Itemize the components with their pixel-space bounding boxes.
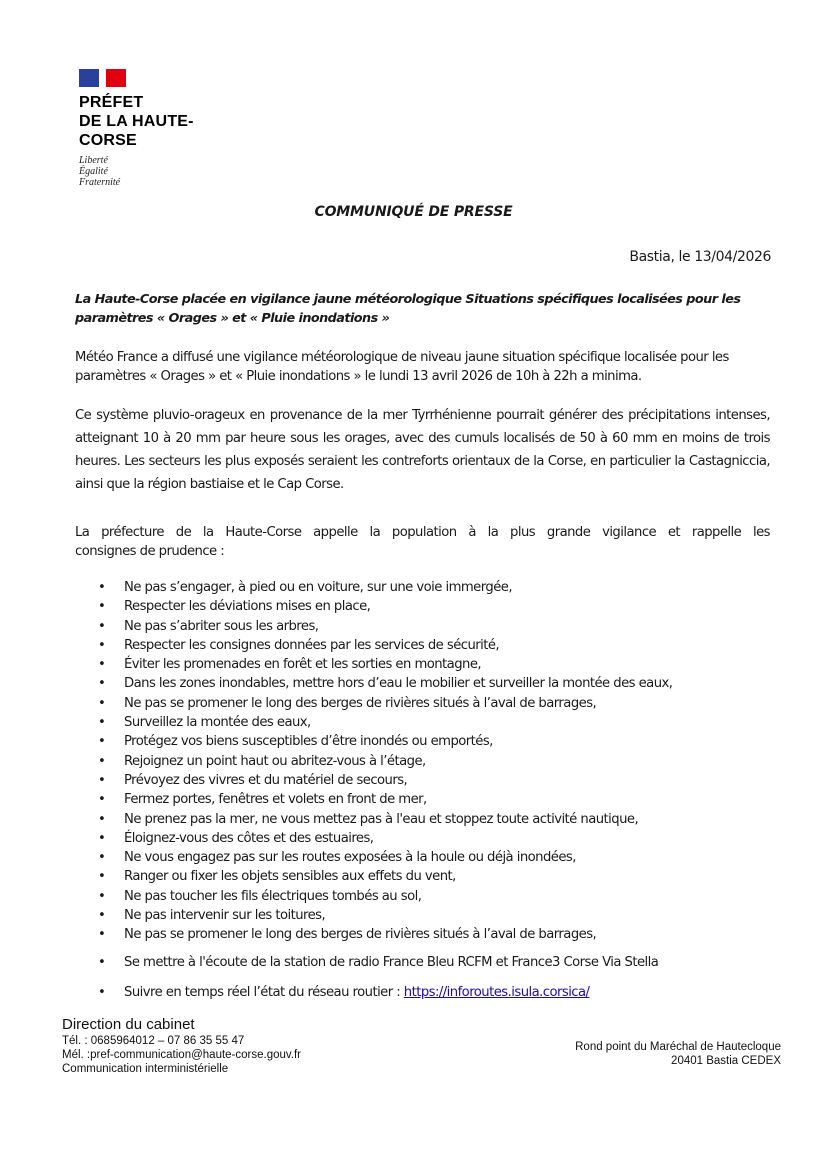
list-item-text: Prévoyez des vivres et du matériel de secours, (124, 772, 408, 788)
paragraph-forecast: Ce système pluvio-orageux en provenance de la mer Tyrrhénienne pourrait générer des précipitations intenses, atteignant 10 à 20 mm par heure sous les orages, avec des cumuls localisés de 50 à 60 mm en moins de trois heures. Les secteurs les plus exposés seraient les contreforts orientaux de la Corse, en particulier la Castagniccia, ainsi que la région bastiaise et le Cap Corse. (75, 408, 770, 492)
safety-instructions-list (98, 578, 672, 945)
list-item-text: Rejoignez un point haut ou abritez-vous à l’étage, (124, 753, 426, 769)
motto-line: Fraternité (79, 177, 121, 188)
address-line: 20401 Bastia CEDEX (671, 1055, 781, 1067)
list-item (98, 617, 672, 636)
list-item (98, 694, 672, 713)
institution-line: PRÉFET (79, 94, 144, 111)
list-item (98, 655, 672, 674)
list-item (98, 887, 672, 906)
bullet-icon: • (98, 850, 106, 866)
prefecture-logo (79, 69, 194, 188)
list-item-text: Ne pas s’abriter sous les arbres, (124, 618, 319, 634)
bullet-icon: • (98, 657, 106, 673)
paragraph-vigilance: Météo France a diffusé une vigilance météorologique de niveau jaune situation spécifique localisée pour les paramètres « Orages » et « Pluie inondations » le lundi 13 avril 2026 de 10h à 22h a minima. (75, 350, 729, 384)
footer-email: Mél. :pref-communication@haute-corse.gouv.fr (62, 1049, 302, 1061)
list-item (98, 906, 672, 925)
bullet-icon: • (98, 955, 106, 970)
list-item-text: Respecter les consignes données par les services de sécurité, (124, 637, 500, 653)
list-item-text: Éloignez-vous des côtes et des estuaires, (124, 830, 374, 846)
bullet-icon: • (98, 985, 106, 1000)
institution-line: DE LA HAUTE- (79, 113, 194, 130)
bullet-icon: • (98, 618, 106, 634)
list-item (98, 636, 672, 655)
bullet-icon: • (98, 637, 106, 653)
list-item-text: Ne pas se promener le long des berges de rivières situés à l’aval de barrages, (124, 927, 597, 943)
bullet-icon: • (98, 927, 106, 943)
bullet-icon: • (98, 869, 106, 885)
list-item (98, 752, 672, 771)
date-line: Bastia, le 13/04/2026 (629, 249, 771, 265)
bullet-icon: • (98, 695, 106, 711)
footer-direction: Direction du cabinet (62, 1016, 195, 1033)
list-item (98, 925, 672, 944)
list-item-text: Ranger ou fixer les objets sensibles aux effets du vent, (124, 869, 456, 885)
list-item (98, 732, 672, 751)
bullet-icon: • (98, 772, 106, 788)
list-item (98, 578, 672, 597)
document-title: COMMUNIQUÉ DE PRESSE (314, 204, 513, 220)
list-item-text: Ne pas intervenir sur les toitures, (124, 908, 326, 924)
list-item (98, 867, 672, 886)
inforoutes-link[interactable]: https://inforoutes.isula.corsica/ (403, 985, 590, 1000)
list-item-text: Respecter les déviations mises en place, (124, 599, 371, 615)
bullet-icon: • (98, 734, 106, 750)
list-item-text: Protégez vos biens susceptibles d’être inondés ou emportés, (124, 734, 493, 750)
list-item-text: Ne vous engagez pas sur les routes exposées à la houle ou déjà inondées, (124, 850, 576, 866)
list-item (98, 810, 672, 829)
list-item-radio (98, 955, 658, 970)
bullet-icon: • (98, 792, 106, 808)
list-item-text: Éviter les promenades en forêt et les sorties en montagne, (124, 657, 482, 673)
bullet-icon: • (98, 811, 106, 827)
paragraph-appeal (75, 523, 770, 561)
footer-phone: Tél. : 0685964012 – 07 86 35 55 47 (62, 1035, 245, 1047)
institution-name (79, 93, 194, 150)
list-item-text: Surveillez la montée des eaux, (124, 715, 311, 731)
motto-line: Liberté (79, 155, 108, 166)
bullet-icon: • (98, 908, 106, 924)
radio-text: Se mettre à l'écoute de la station de radio France Bleu RCFM et France3 Corse Via Stella (124, 955, 659, 970)
list-item (98, 771, 672, 790)
footer-service: Communication interministérielle (62, 1063, 229, 1075)
footer-address (575, 1040, 781, 1068)
institution-line: CORSE (79, 132, 137, 149)
bullet-icon: • (98, 888, 106, 904)
bullet-icon: • (98, 830, 106, 846)
list-item-text: Ne prenez pas la mer, ne vous mettez pas à l'eau et stoppez toute activité nautique, (124, 811, 639, 827)
roads-text: Suivre en temps réel l’état du réseau routier : (124, 985, 404, 1000)
list-item (98, 790, 672, 809)
motto-line: Égalité (79, 166, 108, 177)
list-item (98, 597, 672, 616)
list-item-text: Fermez portes, fenêtres et volets en front de mer, (124, 792, 427, 808)
list-item-text: Ne pas s’engager, à pied ou en voiture, sur une voie immergée, (124, 580, 512, 595)
bullet-icon: • (98, 580, 106, 595)
bullet-icon: • (98, 715, 106, 731)
list-item (98, 829, 672, 848)
bullet-icon: • (98, 599, 106, 615)
appeal-line: consignes de prudence : (75, 544, 225, 559)
address-line: Rond point du Maréchal de Hautecloque (575, 1041, 781, 1053)
marianne-flag-icon (79, 69, 126, 87)
bullet-icon: • (98, 753, 106, 769)
list-item-roads (98, 985, 589, 1000)
list-item-text: Dans les zones inondables, mettre hors d’eau le mobilier et surveiller la montée des eaux, (124, 676, 673, 692)
list-item-text: Ne pas toucher les fils électriques tombés au sol, (124, 888, 422, 904)
list-item (98, 848, 672, 867)
bullet-icon: • (98, 676, 106, 692)
subject-heading: La Haute-Corse placée en vigilance jaune météorologique Situations spécifiques localisées pour les paramètres « Orages » et « Pluie inondations » (75, 292, 741, 326)
footer-contact (62, 1016, 301, 1076)
appeal-line: La préfecture de la Haute-Corse appelle la population à la plus grande vigilance et rappelle les (75, 525, 770, 540)
list-item-text: Ne pas se promener le long des berges de rivières situés à l’aval de barrages, (124, 695, 597, 711)
list-item (98, 713, 672, 732)
republic-motto (79, 155, 194, 188)
list-item (98, 674, 672, 693)
